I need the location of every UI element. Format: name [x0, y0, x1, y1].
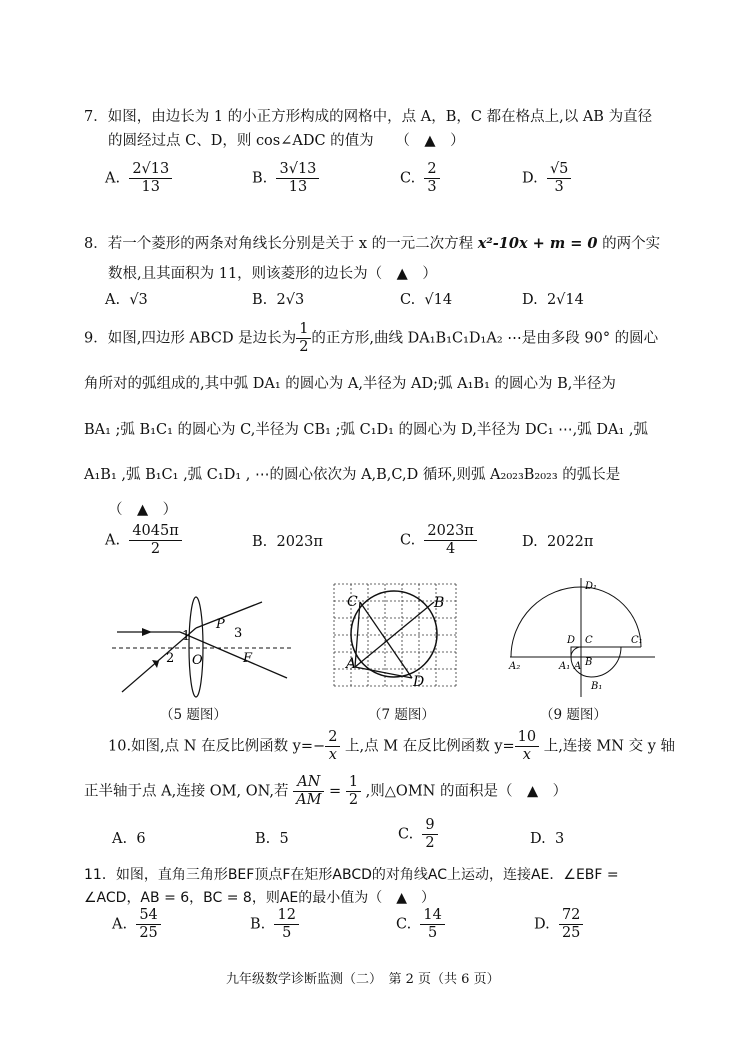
q8-option-d: D. 2√14 — [522, 292, 584, 308]
q8-text-1a: 若一个菱形的两条对角线长分别是关于 x 的一元二次方程 — [107, 236, 478, 252]
fig7-circle — [351, 591, 437, 677]
q11-number: 11． — [84, 867, 116, 883]
fig5-arrow-top — [142, 628, 152, 636]
q9-option-d: D. 2022π — [522, 534, 594, 550]
fig9-label-a1: A₁ — [559, 661, 571, 672]
fig9-label-a: A — [574, 661, 582, 672]
q11-option-d: D. $\frac{72}{25}$ — [534, 908, 583, 941]
fig5-caption: （5 题图） — [160, 707, 227, 723]
q7-option-d: D. $\frac{√5}{3}$ — [522, 162, 571, 195]
fig5-label-1: 1 — [182, 629, 191, 644]
q11-option-a: A. $\frac{54}{25}$ — [112, 908, 161, 941]
q7-number: 7． — [84, 109, 108, 125]
fig5-label-p: P — [216, 617, 225, 632]
fig9-label-b: B — [585, 657, 593, 668]
fig5-label-o: O — [192, 653, 203, 668]
fig9-label-b1: B₁ — [591, 681, 603, 692]
fig5-arrow-bottom — [152, 660, 159, 668]
q7-option-b: B. $\frac{3√13}{13}$ — [252, 162, 319, 195]
q8-line2: 数根,且其面积为 11，则该菱形的边长为（ ▲ ） — [108, 266, 437, 282]
figure-9 — [505, 575, 660, 700]
q8-option-c: C. √14 — [400, 292, 453, 308]
fig9-label-c: C — [585, 635, 593, 646]
q11-line2: ∠ACD，AB = 6，BC = 8，则AE的最小值为（ ▲ ） — [84, 890, 436, 906]
figure-5 — [112, 590, 292, 700]
q10-line2: 正半轴于点 A,连接 OM, ON,若 $\frac{AN}{AM}$ = $\frac{1}{2}$ ,则△OMN 的面积是（ ▲ ） — [84, 774, 568, 809]
q9-option-c: C. $\frac{2023\pi}{4}$ — [400, 524, 477, 557]
q9-line4: A₁B₁ ,弧 B₁C₁ ,弧 C₁D₁ , ⋯的圆心依次为 A,B,C,D 循环,则弧 A₂₀₂₃B₂₀₂₃ 的弧长是 — [84, 467, 621, 483]
q9-line3: BA₁ ;弧 B₁C₁ 的圆心为 C,半径为 CB₁ ;弧 C₁D₁ 的圆心为 D,半径为 DC₁ ⋯,弧 DA₁ ,弧 — [84, 422, 648, 438]
q10-option-a: A. 6 — [112, 831, 146, 847]
q8-text-1b: 的两个实 — [597, 236, 661, 252]
fig5-label-3: 3 — [234, 626, 243, 641]
fig9-label-d: D — [567, 635, 576, 646]
fig5-label-2: 2 — [166, 651, 175, 666]
fig5-label-f: F — [243, 651, 253, 666]
q9-line2: 角所对的弧组成的,其中弧 DA₁ 的圆心为 A,半径为 AD;弧 A₁B₁ 的圆心为 B,半径为 — [84, 376, 616, 392]
q9-option-a: A. $\frac{4045\pi}{2}$ — [105, 524, 182, 557]
q8-line1 — [84, 232, 660, 253]
q10-number: 10. — [108, 738, 132, 755]
q8-option-b: B. 2√3 — [252, 292, 305, 308]
q7-text-1: 如图，由边长为 1 的小正方形构成的网格中，点 A，B，C 都在格点上,以 AB 为直径 — [107, 109, 653, 125]
figure-7 — [330, 580, 460, 690]
fig5-refracted-bottom — [196, 602, 262, 628]
q7-option-c: C. $\frac{2}{3}$ — [400, 162, 440, 195]
q11-line1: 11．如图，直角三角形BEF顶点F在矩形ABCD的对角线AC上运动，连接AE．∠EBF = — [84, 867, 619, 883]
fig7-caption: （7 题图） — [368, 707, 435, 723]
q9-line1: 9．如图,四边形 ABCD 是边长为 $\frac{1}{2}$ 的正方形,曲线 DA₁B₁C₁D₁A₂ ⋯是由多段 90° 的圆心 — [84, 321, 659, 356]
page-footer: 九年级数学诊断监测（二） 第 2 页（共 6 页） — [226, 972, 500, 987]
fig7-label-c: C — [347, 594, 358, 610]
q9-option-b: B. 2023π — [252, 534, 323, 550]
q8-option-a: A. √3 — [105, 292, 148, 308]
q11-option-c: C. $\frac{14}{5}$ — [396, 908, 445, 941]
q10-option-c: C. $\frac{9}{2}$ — [398, 818, 438, 851]
q10-option-d: D. 3 — [530, 831, 565, 847]
q10-line1: 10.如图,点 N 在反比例函数 y=− $\frac{2}{x}$ 上,点 M 在反比例函数 y= $\frac{10}{x}$ 上,连接 MN 交 y 轴 — [108, 729, 675, 764]
q11-option-b: B. $\frac{12}{5}$ — [250, 908, 299, 941]
q7-line2: 的圆经过点 C、D，则 cos∠ADC 的值为 （ ▲ ） — [108, 133, 465, 149]
fig7-label-d: D — [413, 674, 425, 690]
q7-line1 — [84, 105, 652, 126]
fig7-label-b: B — [434, 595, 445, 611]
fig9-arc-b1c1 — [591, 647, 621, 677]
q8-equation: x²-10x + m = 0 — [477, 235, 598, 252]
q9-number: 9． — [84, 330, 108, 347]
fig9-label-d1: D₁ — [585, 581, 598, 592]
q8-number: 8． — [84, 236, 108, 252]
fig9-label-a2: A₂ — [509, 661, 521, 672]
fig9-label-c1: C₁ — [631, 635, 643, 646]
q10-option-b: B. 5 — [255, 831, 289, 847]
q7-option-a: A. $\frac{2√13}{13}$ — [105, 162, 172, 195]
q9-line5: （ ▲ ） — [108, 502, 178, 518]
fig5-lens — [189, 597, 203, 697]
fig7-label-a: A — [346, 656, 357, 672]
fig9-caption: （9 题图） — [540, 707, 607, 723]
